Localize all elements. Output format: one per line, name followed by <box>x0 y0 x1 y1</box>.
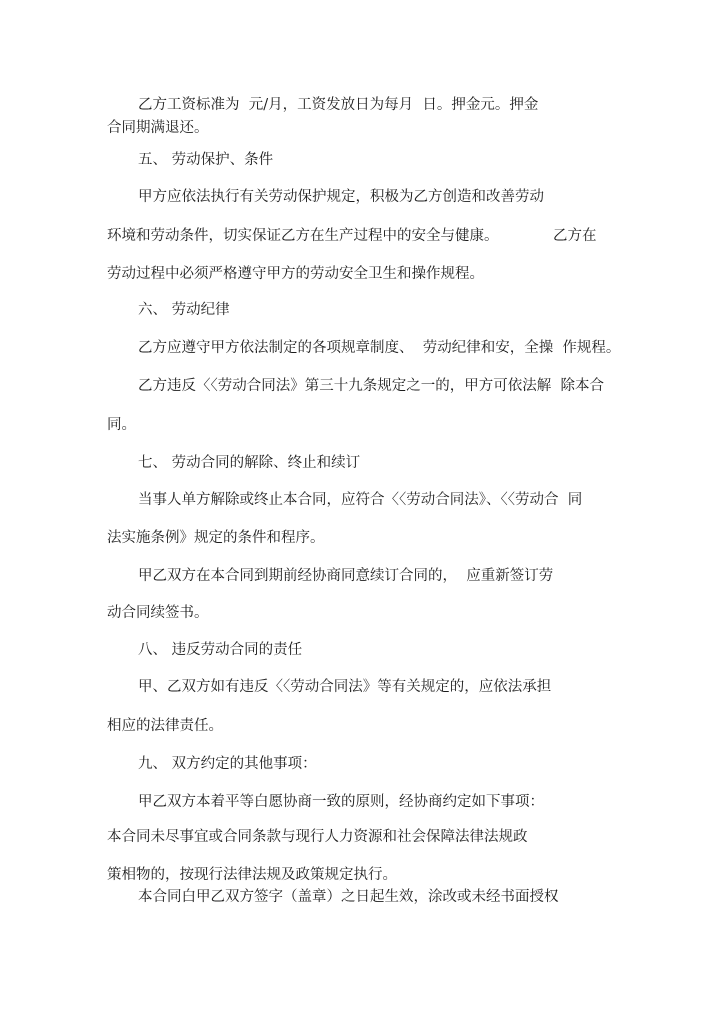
text-line: 合同期满退还。 <box>107 120 209 136</box>
section-heading: 八、 违反劳动合同的责任 <box>138 642 303 658</box>
section-heading: 五、 劳动保护、条件 <box>138 152 274 168</box>
text-line: 劳动过程中必须严格遵守甲方的劳动安全卫生和操作规程。 <box>107 266 484 282</box>
text-line: 乙方在 <box>553 228 597 244</box>
text-line: 本合同白甲乙双方签字（盖章）之日起生效，涂改或未经书面授权 <box>138 889 559 905</box>
text-line: 策相物的，按现行法律法规及政策规定执行。 <box>107 867 397 883</box>
text-line: 乙方工资标准为 元/月，工资发放日为每月 日。押金元。押金 <box>138 97 539 113</box>
text-line: 甲乙双方本着平等白愿协商一致的原则，经协商约定如下事项： <box>138 794 544 810</box>
text-line: 甲方应依法执行有关劳动保护规定，积极为乙方创造和改善劳动 <box>138 189 544 205</box>
text-line: 本合同未尽事宜或合同条款与现行人力资源和社会保障法律法规政 <box>107 829 528 845</box>
section-heading: 九、 双方约定的其他事项： <box>138 756 317 772</box>
text-line: 甲乙双方在本合同到期前经协商同意续订合同的， 应重新签订劳 <box>138 568 554 584</box>
text-line: 动合同续签书。 <box>107 605 209 621</box>
text-line: 乙方应遵守甲方依法制定的各项规章制度、 劳动纪律和安，全操 作规程。 <box>138 340 621 356</box>
text-line: 当事人单方解除或终止本合同，应符合〈〈劳动合同法》、〈〈劳动合 同 <box>138 492 583 508</box>
text-line: 环境和劳动条件，切实保证乙方在生产过程中的安全与健康。 <box>107 228 499 244</box>
text-line: 同。 <box>107 417 136 433</box>
text-line: 法实施条例》规定的条件和程序。 <box>107 530 325 546</box>
text-line: 甲、乙双方如有违反〈〈劳动合同法》等有关规定的，应依法承担 <box>138 679 552 695</box>
section-heading: 七、 劳动合同的解除、终止和续订 <box>138 455 361 471</box>
text-line: 相应的法律责任。 <box>107 718 223 734</box>
text-line: 乙方违反〈〈劳动合同法》第三十九条规定之一的，甲方可依法解 除本合 <box>138 378 604 394</box>
section-heading: 六、 劳动纪律 <box>138 302 230 318</box>
